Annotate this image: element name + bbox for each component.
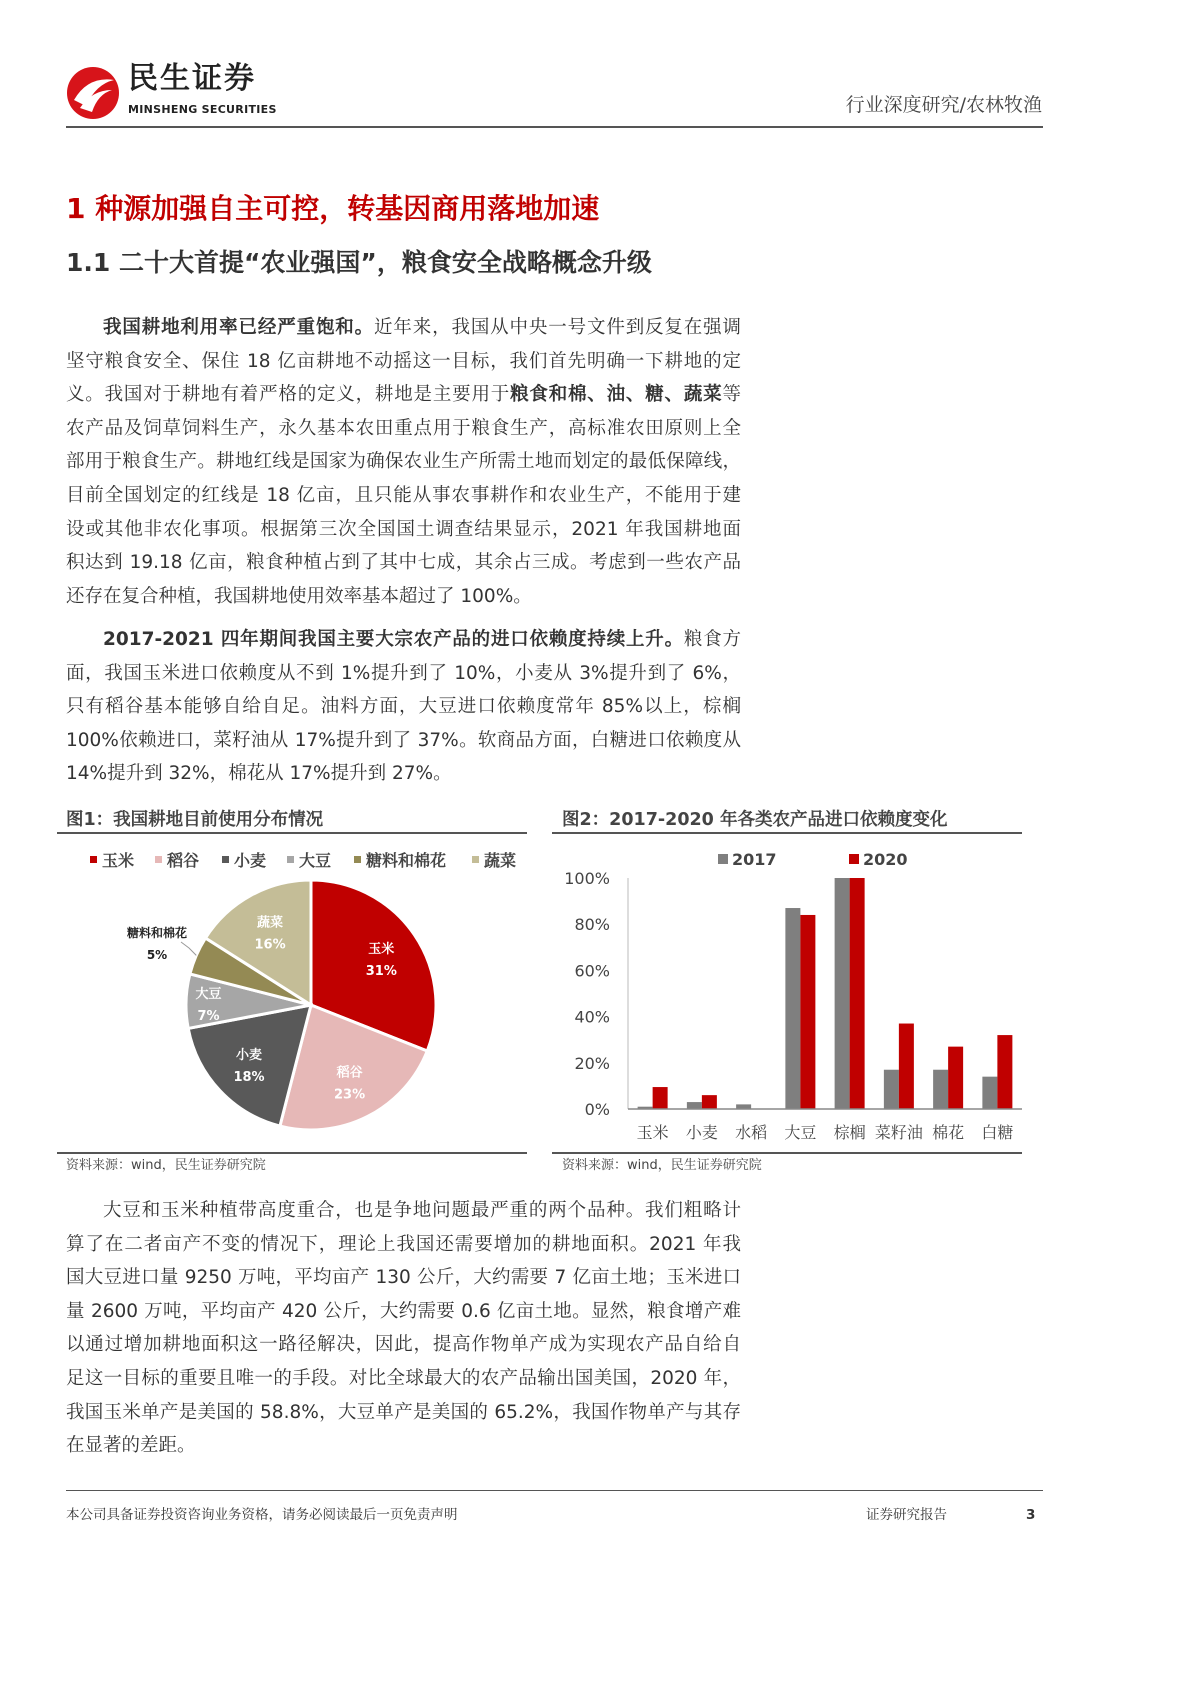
text-segment: 还存在复合种植，我国耕地使用效率基本超过了 100%。	[66, 585, 532, 607]
x-tick-label: 水稻	[735, 1123, 768, 1142]
text-line	[66, 580, 741, 614]
pie-chart	[57, 840, 527, 1150]
legend-swatch	[849, 854, 859, 864]
logo	[66, 66, 120, 120]
legend-label: 糖料和棉花	[366, 851, 447, 870]
y-tick-label: 20%	[574, 1053, 610, 1073]
bar-2020	[899, 1024, 914, 1109]
footer-divider	[66, 1490, 1043, 1491]
figure-2-bottom-rule	[552, 1152, 1022, 1154]
y-tick-label: 100%	[564, 869, 610, 888]
legend-label: 小麦	[234, 851, 267, 870]
paragraph-3	[66, 1194, 741, 1463]
logo-icon	[66, 66, 120, 120]
slice-label: 蔬菜	[257, 915, 284, 931]
report-section: 行业深度研究/农林牧渔	[845, 94, 1042, 116]
bar-2017	[785, 908, 800, 1109]
slice-label: 小麦	[236, 1048, 263, 1064]
figure-1-source: 资料来源：wind，民生证券研究院	[66, 1158, 266, 1173]
text-line	[66, 1295, 741, 1329]
text-segment: 坚守粮食安全、保住 18 亿亩耕地不动摇这一目标，我们首先明确一下耕地的定	[66, 350, 741, 372]
legend-label: 玉米	[102, 851, 135, 870]
bar-2017	[687, 1102, 702, 1109]
legend-label: 2017	[732, 850, 777, 869]
text-line	[66, 690, 741, 724]
text-segment: 我国耕地利用率已经严重饱和。	[103, 317, 375, 338]
bar-2020	[800, 915, 815, 1109]
text-segment: 国大豆进口量 9250 万吨，平均亩产 130 公斤，大约需要 7 亿亩土地；玉米进口	[66, 1267, 741, 1289]
bar-2017	[982, 1077, 997, 1109]
text-line	[66, 345, 741, 379]
slice-label: 大豆	[195, 986, 222, 1002]
legend-swatch	[354, 856, 361, 863]
figure-1-title: 图1：我国耕地目前使用分布情况	[66, 810, 324, 830]
text-line	[66, 1228, 741, 1262]
brand-name: 民生证券	[128, 61, 256, 96]
text-segment: 14%提升到 32%，棉花从 17%提升到 27%。	[66, 763, 452, 785]
x-tick-label: 菜籽油	[874, 1123, 923, 1142]
x-tick-label: 玉米	[636, 1123, 669, 1142]
x-tick-label: 白糖	[981, 1123, 1014, 1142]
text-line	[66, 412, 741, 446]
bar-2020	[653, 1087, 668, 1109]
text-segment: 我国玉米单产是美国的 58.8%，大豆单产是美国的 65.2%，我国作物单产与其存	[66, 1401, 741, 1423]
y-tick-label: 40%	[574, 1007, 610, 1027]
brand-name-en: MINSHENG SECURITIES	[128, 103, 277, 116]
text-line	[66, 1261, 741, 1295]
text-line	[66, 1396, 741, 1430]
header-divider	[66, 126, 1043, 128]
legend-label: 蔬菜	[484, 851, 517, 870]
text-segment: 积达到 19.18 亿亩，粮食种植占到了其中七成，其余占三成。考虑到一些农产品	[66, 552, 741, 574]
text-segment: 部用于粮食生产。耕地红线是国家为确保农业生产所需土地而划定的最低保障线，	[66, 451, 741, 473]
text-segment: 近年来，我国从中央一号文件到反复在强调	[374, 317, 741, 338]
y-tick-label: 60%	[574, 961, 610, 981]
text-segment: 粮食方	[683, 629, 741, 650]
figure-1-top-rule	[57, 832, 527, 834]
slice-value: 16%	[254, 937, 286, 953]
slice-value: 23%	[334, 1087, 366, 1103]
text-line	[66, 546, 741, 580]
legend-swatch	[222, 856, 229, 863]
text-line	[66, 623, 741, 657]
text-line	[66, 445, 741, 479]
slice-label: 糖料和棉花	[126, 926, 188, 940]
bar-2020	[850, 878, 865, 1109]
text-line	[66, 378, 741, 412]
text-segment: 以通过增加耕地面积这一路径解决，因此，提高作物单产成为实现农产品自给自	[66, 1334, 741, 1356]
text-line	[66, 657, 741, 691]
text-segment: 面，我国玉米进口依赖度从不到 1%提升到了 10%，小麦从 3%提升到了 6%，	[66, 662, 741, 684]
text-line	[66, 1194, 741, 1228]
leader-line	[181, 942, 196, 955]
text-line	[66, 1362, 741, 1396]
slice-value: 18%	[233, 1070, 265, 1086]
x-tick-label: 小麦	[685, 1123, 718, 1142]
text-segment: 量 2600 万吨，平均亩产 420 公斤，大约需要 0.6 亿亩土地。显然，粮食增产难	[66, 1300, 741, 1322]
text-segment: 算了在二者亩产不变的情况下，理论上我国还需要增加的耕地面积。2021 年我	[66, 1233, 741, 1255]
text-segment: 农产品及饲草饲料生产，永久基本农田重点用于粮食生产，高标准农田原则上全	[66, 417, 741, 439]
paragraph-1	[66, 311, 741, 613]
text-line	[66, 1429, 741, 1463]
bar-chart	[552, 840, 1027, 1150]
legend-label: 大豆	[299, 851, 332, 870]
bar-2017	[933, 1070, 948, 1109]
text-segment: 足这一目标的重要且唯一的手段。对比全球最大的农产品输出国美国，2020 年，	[66, 1367, 741, 1389]
bar-2017	[835, 878, 850, 1109]
text-line	[66, 311, 741, 345]
y-tick-label: 0%	[584, 1100, 610, 1119]
figure-1-bottom-rule	[57, 1152, 527, 1154]
legend-label: 稻谷	[167, 851, 200, 870]
slice-value: 7%	[197, 1008, 220, 1024]
text-segment: 目前全国划定的红线是 18 亿亩，且只能从事农事耕作和农业生产，不能用于建	[66, 484, 741, 506]
text-segment: 设或其他非农化事项。根据第三次全国国土调查结果显示，2021 年我国耕地面	[66, 518, 741, 540]
bar-2017	[884, 1070, 899, 1109]
x-tick-label: 棉花	[932, 1123, 965, 1142]
paragraph-2	[66, 623, 741, 791]
legend-swatch	[155, 856, 162, 863]
subsection-heading: 1.1 二十大首提“农业强国”，粮食安全战略概念升级	[66, 248, 652, 277]
text-line	[66, 479, 741, 513]
y-tick-label: 80%	[574, 915, 610, 935]
legend-swatch	[718, 854, 728, 864]
text-segment: 只有稻谷基本能够自给自足。油料方面，大豆进口依赖度常年 85%以上，棕榈	[66, 696, 741, 718]
bar-2020	[702, 1095, 717, 1109]
text-segment: 在显著的差距。	[66, 1435, 196, 1457]
footer-disclaimer: 本公司具备证券投资咨询业务资格，请务必阅读最后一页免责声明	[66, 1507, 458, 1523]
text-segment: 等	[722, 384, 741, 406]
text-segment: 义。我国对于耕地有着严格的定义，耕地是主要用于	[66, 384, 511, 406]
x-tick-label: 大豆	[784, 1123, 817, 1142]
text-segment: 大豆和玉米种植带高度重合，也是争地问题最严重的两个品种。我们粗略计	[103, 1200, 741, 1221]
bar-2020	[948, 1047, 963, 1109]
text-segment: 100%依赖进口，菜籽油从 17%提升到了 37%。软商品方面，白糖进口依赖度从	[66, 729, 741, 751]
legend-swatch	[90, 856, 97, 863]
text-line	[66, 513, 741, 547]
slice-value: 31%	[365, 964, 397, 980]
legend-swatch	[472, 856, 479, 863]
legend-swatch	[287, 856, 294, 863]
text-line	[66, 724, 741, 758]
page-number: 3	[1026, 1507, 1036, 1523]
legend-label: 2020	[863, 850, 908, 869]
text-line	[66, 757, 741, 791]
bar-2020	[997, 1035, 1012, 1109]
slice-value: 5%	[146, 948, 168, 962]
slice-label: 玉米	[368, 942, 395, 958]
figure-2-source: 资料来源：wind，民生证券研究院	[562, 1158, 762, 1173]
section-heading: 1 种源加强自主可控，转基因商用落地加速	[66, 192, 600, 225]
text-segment: 粮食和棉、油、糖、蔬菜	[510, 384, 723, 406]
figure-2-top-rule	[552, 832, 1022, 834]
figure-2-title: 图2：2017-2020 年各类农产品进口依赖度变化	[562, 810, 948, 830]
text-line	[66, 1328, 741, 1362]
footer-report-type: 证券研究报告	[866, 1507, 947, 1523]
text-segment: 2017-2021 四年期间我国主要大宗农产品的进口依赖度持续上升。	[103, 629, 684, 650]
x-tick-label: 棕榈	[833, 1123, 866, 1142]
slice-label: 稻谷	[336, 1065, 363, 1081]
